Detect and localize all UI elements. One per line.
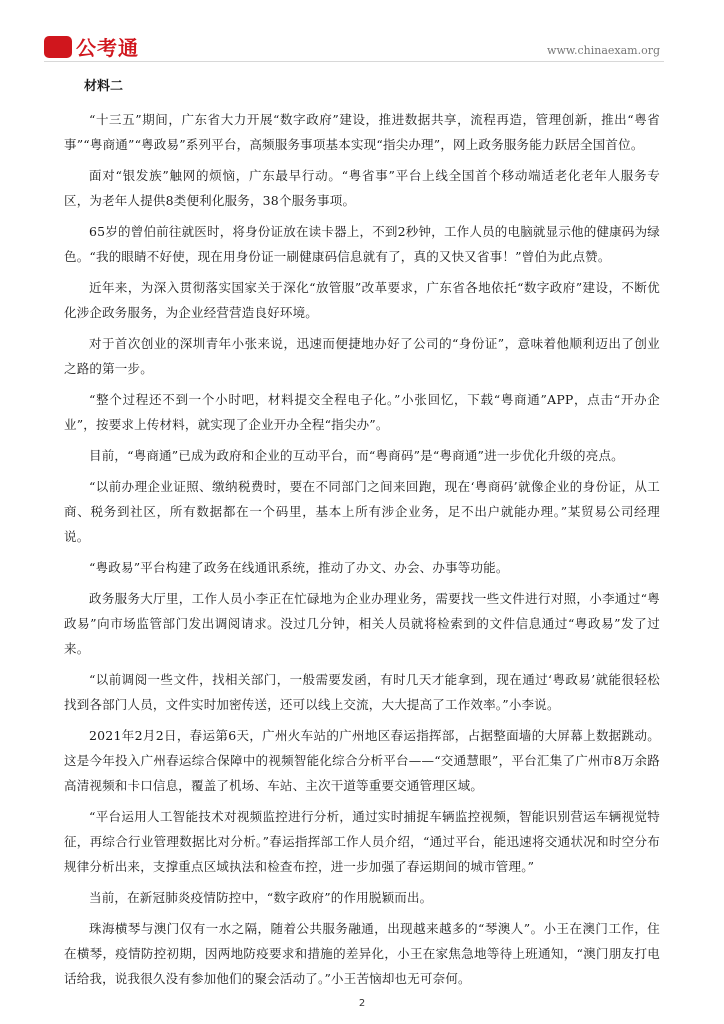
paragraph: “以前调阅一些文件，找相关部门，一般需要发函，有时几天才能拿到，现在通过‘粤政易’就能很轻松找到各部门人员，文件实时加密传送，还可以线上交流，大大提高了工作效率。”小李说。 xyxy=(64,672,660,712)
paragraph: 当前，在新冠肺炎疫情防控中，“数字政府”的作用脱颖而出。 xyxy=(89,890,433,905)
paragraph: 珠海横琴与澳门仅有一水之隔，随着公共服务融通，出现越来越多的“琴澳人”。小王在澳门工作，住在横琴，疫情防控初期，因两地防疫要求和措施的差异化，小王在家焦急地等待上班通知，“澳门朋友打电话给我，说我很久没有参加他们的聚会活动了。”小王苦恼却也无可奈何。 xyxy=(64,921,660,986)
site-url: www.chinaexam.org xyxy=(547,44,660,57)
paragraph: 对于首次创业的深圳青年小张来说，迅速而便捷地办好了公司的“身份证”，意味着他顺利迈出了创业之路的第一步。 xyxy=(64,336,660,376)
paragraph: 65岁的曾伯前往就医时，将身份证放在读卡器上，不到2秒钟，工作人员的电脑就显示他的健康码为绿色。“我的眼睛不好使，现在用身份证一刷健康码信息就有了，真的又快又省事！”曾伯为此点赞。 xyxy=(64,224,660,264)
paragraph: 政务服务大厅里，工作人员小李正在忙碌地为企业办理业务，需要找一些文件进行对照，小李通过“粤政易”向市场监管部门发出调阅请求。没过几分钟，相关人员就将检索到的文件信息通过“粤政易”发了过来。 xyxy=(64,591,660,656)
page-number: 2 xyxy=(358,998,366,1009)
document-body xyxy=(64,74,660,997)
paragraph: “以前办理企业证照、缴纳税费时，要在不同部门之间来回跑，现在‘粤商码’就像企业的身份证，从工商、税务到社区，所有数据都在一个码里，基本上所有涉企业务，足不出户就能办理。”某贸易公司经理说。 xyxy=(64,479,660,544)
page-header xyxy=(0,0,724,62)
paragraph: 面对“银发族”触网的烦恼，广东最早行动。“粤省事”平台上线全国首个移动端适老化老年人服务专区，为老年人提供8类便利化服务，38个服务事项。 xyxy=(64,168,660,208)
paragraph: “整个过程还不到一个小时吧，材料提交全程电子化。”小张回忆，下载“粤商通”APP，点击“开办企业”，按要求上传材料，就实现了企业开办全程“指尖办”。 xyxy=(64,392,660,432)
paragraph: “十三五”期间，广东省大力开展“数字政府”建设，推进数据共享，流程再造，管理创新，推出“粤省事”“粤商通”“粤政易”系列平台，高频服务事项基本实现“指尖办理”，网上政务服务能力跃居全国首位。 xyxy=(64,112,660,152)
paragraph: “平台运用人工智能技术对视频监控进行分析，通过实时捕捉车辆监控视频，智能识别营运车辆视觉特征，再综合行业管理数据比对分析。”春运指挥部工作人员介绍，“通过平台，能迅速将交通状况和时空分布规律分析出来，支撑重点区域执法和检查布控，进一步加强了春运期间的城市管理。” xyxy=(64,809,660,874)
paragraph: “粤政易”平台构建了政务在线通讯系统，推动了办文、办会、办事等功能。 xyxy=(89,560,509,575)
logo xyxy=(44,32,139,61)
logo-badge-icon xyxy=(44,36,72,58)
paragraph: 近年来，为深入贯彻落实国家关于深化“放管服”改革要求，广东省各地依托“数字政府”建设，不断优化涉企政务服务，为企业经营营造良好环境。 xyxy=(64,280,660,320)
logo-text: 公考通 xyxy=(76,36,139,60)
header-divider xyxy=(44,61,664,62)
section-title: 材料二 xyxy=(84,79,124,94)
paragraph: 目前，“粤商通”已成为政府和企业的互动平台，而“粤商码”是“粤商通”进一步优化升级的亮点。 xyxy=(89,448,624,463)
paragraph: 2021年2月2日，春运第6天，广州火车站的广州地区春运指挥部，占据整面墙的大屏幕上数据跳动。这是今年投入广州春运综合保障中的视频智能化综合分析平台——“交通慧眼”，平台汇集了广州市8万余路高清视频和卡口信息，覆盖了机场、车站、主次干道等重要交通管理区域。 xyxy=(64,728,660,793)
